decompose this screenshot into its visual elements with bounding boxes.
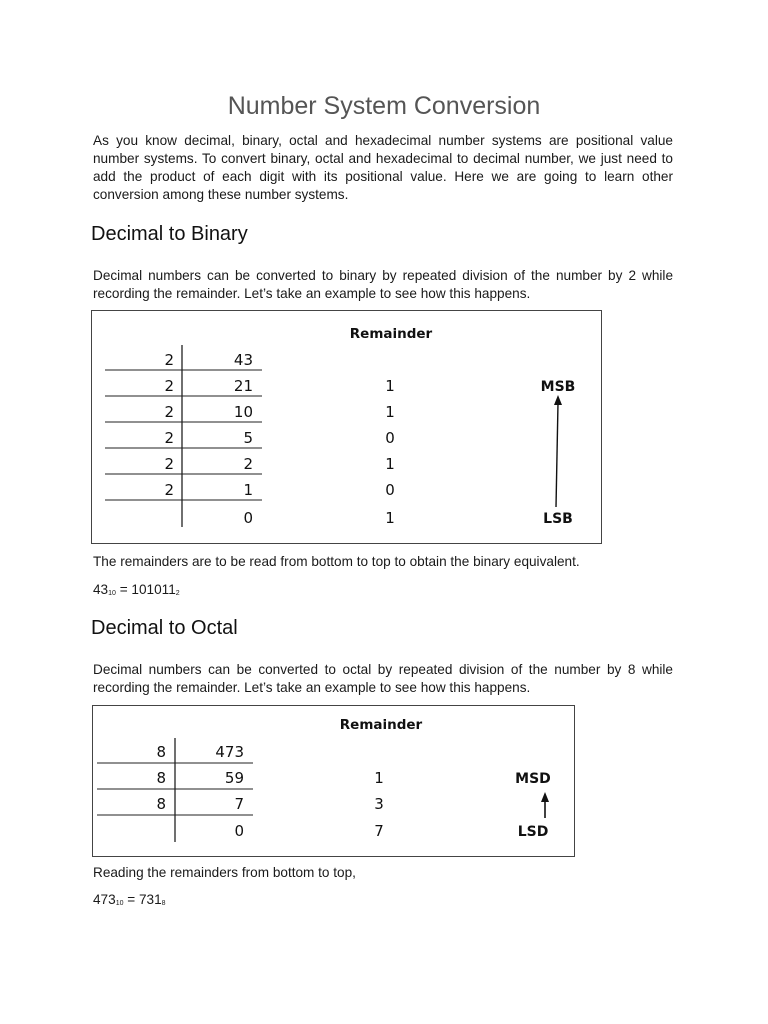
result-equals: =: [115, 582, 132, 597]
remainder-cell: 1: [374, 769, 384, 787]
binary-division-figure: [91, 310, 602, 544]
result-answer: 731: [138, 892, 162, 907]
binary-heading: Decimal to Binary: [91, 223, 248, 245]
binary-description: Decimal numbers can be converted to binary by repeated division of the number by 2 while recording the remainder. Let’s take an example to see how this happens.: [93, 268, 673, 301]
octal-result: [93, 892, 166, 907]
octal-division-figure: [92, 705, 575, 857]
up-arrow-icon: [541, 792, 549, 818]
divisor-cell: 8: [156, 795, 166, 813]
page-title: Number System Conversion: [227, 92, 541, 120]
result-answer: 101011: [131, 582, 176, 597]
value-cell: 0: [234, 822, 244, 840]
result-base: 10: [108, 590, 116, 597]
value-cell: 1: [243, 481, 253, 499]
value-cell: 2: [243, 455, 253, 473]
value-cell: 59: [224, 769, 244, 787]
divisor-cell: 2: [164, 481, 174, 499]
up-arrow-icon: [554, 395, 562, 507]
octal-note: Reading the remainders from bottom to top,: [93, 865, 356, 880]
divisor-cell: 8: [156, 743, 166, 761]
divisor-cell: 2: [164, 429, 174, 447]
binary-division-diagram: [92, 311, 601, 543]
value-cell: 5: [243, 429, 253, 447]
binary-result: [93, 582, 180, 597]
remainder-cell: 1: [385, 403, 395, 421]
remainder-cell: 3: [374, 795, 384, 813]
divisor-cell: 2: [164, 377, 174, 395]
remainder-cell: 1: [385, 455, 395, 473]
value-cell: 10: [233, 403, 253, 421]
value-cell: 21: [233, 377, 253, 395]
octal-division-diagram: [93, 706, 574, 856]
divisor-cell: 8: [156, 769, 166, 787]
octal-description: Decimal numbers can be converted to octal by repeated division of the number by 8 while recording the remainder. Let’s take an example to see how this happens.: [93, 662, 673, 695]
result-value: 43: [93, 582, 109, 597]
lsb-label: LSB: [543, 511, 573, 527]
binary-note: The remainders are to be read from bottom to top to obtain the binary equivalent.: [93, 554, 580, 569]
msb-label: MSB: [540, 379, 576, 395]
remainder-header: Remainder: [349, 326, 433, 342]
remainder-header: Remainder: [339, 717, 423, 733]
divisor-cell: 2: [164, 351, 174, 369]
value-cell: 7: [234, 795, 244, 813]
remainder-cell: 0: [385, 429, 395, 447]
remainder-cell: 1: [385, 377, 395, 395]
intro-paragraph: As you know decimal, binary, octal and hexadecimal number systems are positional value number systems. To convert binary, octal and hexadecimal to decimal number, we just need to add the product of each digit with its positional value. Here we are going to learn other conversion among these number systems.: [93, 133, 673, 202]
result-base: 10: [115, 900, 124, 907]
remainder-cell: 1: [385, 509, 395, 527]
divisor-cell: 2: [164, 403, 174, 421]
value-cell: 43: [233, 351, 253, 369]
result-answer-base: 8: [161, 900, 166, 907]
lsd-label: LSD: [517, 824, 549, 840]
msd-label: MSD: [515, 771, 551, 787]
divisor-cell: 2: [164, 455, 174, 473]
result-equals: =: [123, 892, 139, 907]
result-answer-base: 2: [175, 590, 180, 597]
value-cell: 0: [243, 509, 253, 527]
remainder-cell: 0: [385, 481, 395, 499]
result-value: 473: [93, 892, 116, 907]
value-cell: 473: [215, 743, 244, 761]
octal-heading: Decimal to Octal: [91, 617, 238, 639]
remainder-cell: 7: [374, 822, 384, 840]
